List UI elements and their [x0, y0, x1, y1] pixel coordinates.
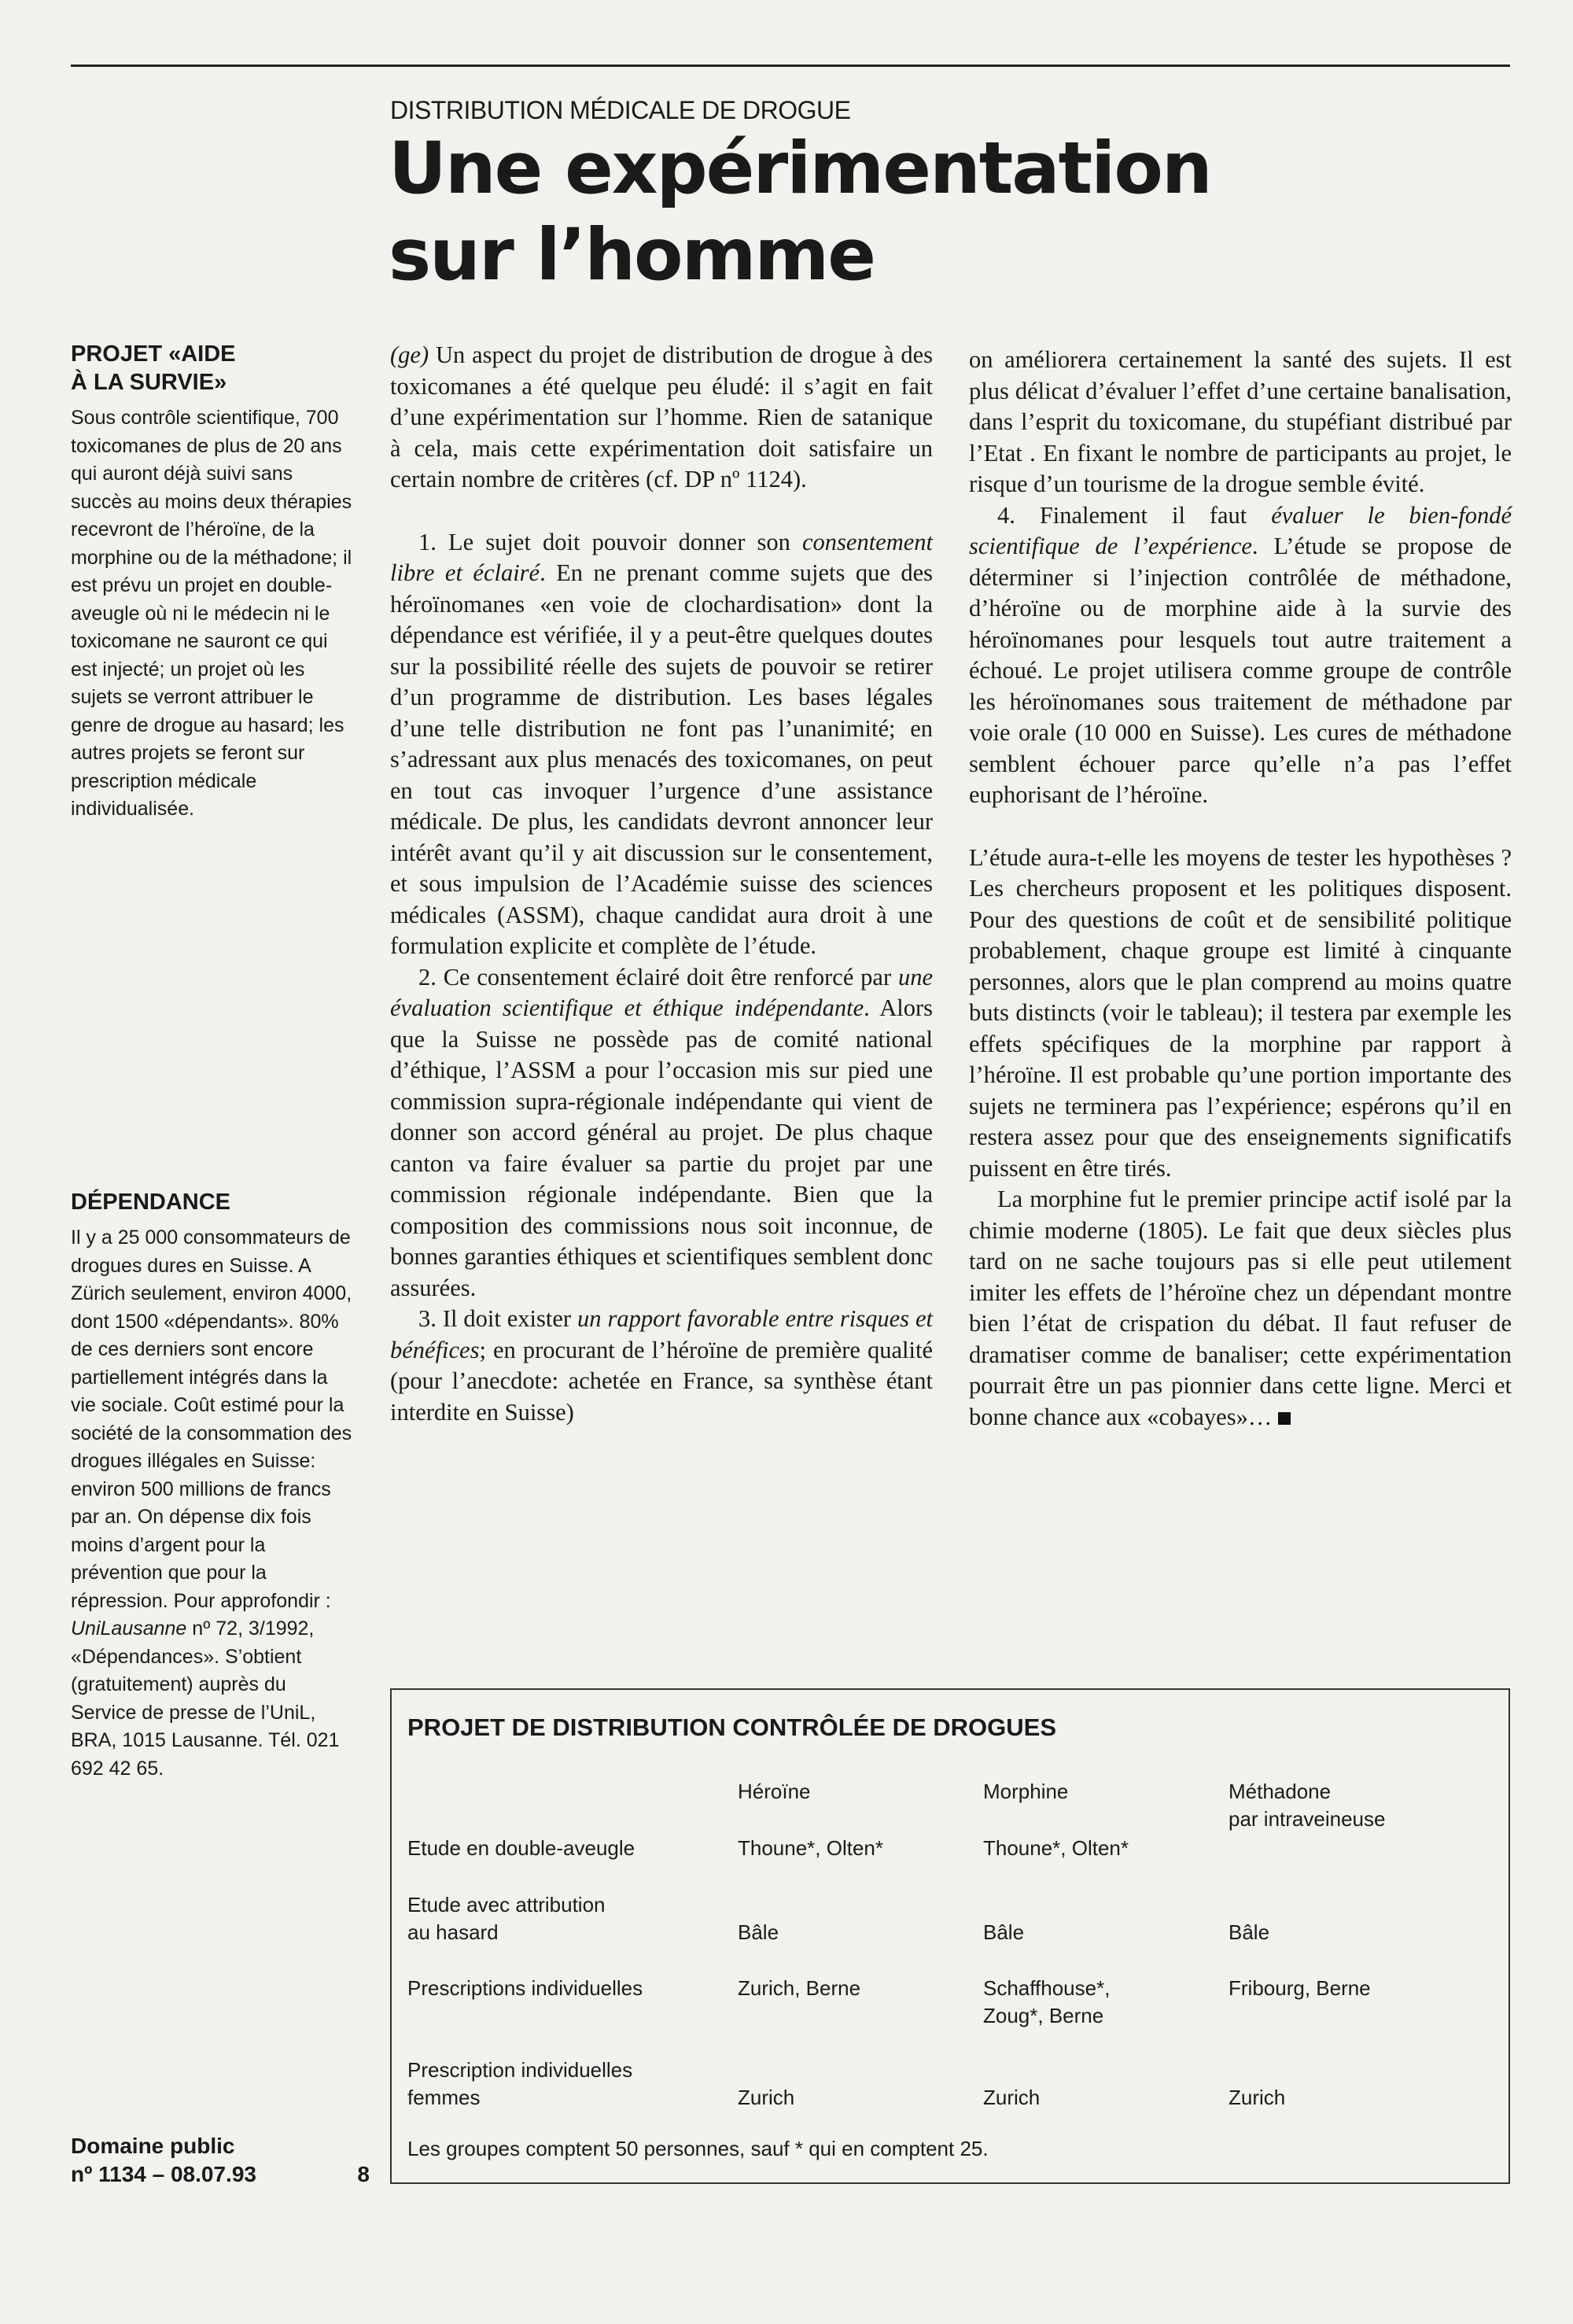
row-label: Etude en double-aveugle [407, 1836, 635, 1860]
table-cell: Bâle [738, 1920, 779, 1944]
table-cell: Schaffhouse*, Zoug*, Berne [983, 1976, 1111, 2027]
paragraph: 4. Finalement il faut évaluer le bien-fondé scientifique de l’expérience. L’étude se propose de déterminer si l’injection contrôlée de méthadone, d’héroïne ou de morphine aide à la survie des héroïnomanes pour lesquels tout autre traitement a échoué. Le projet utilisera comme groupe de contrôle les héroïnomanes sous traitement de méthadone par voie orale (10 000 en Suisse). Les cures de méthadone semblent échouer parce qu’elle n’a pas l’effet euphorisant de l’héroïne. [969, 501, 1512, 808]
distribution-table [390, 1688, 1510, 2184]
sidebar-heading: DÉPENDANCE [71, 1190, 231, 1215]
paragraph: 3. Il doit exister un rapport favorable entre risques et bénéfices; en procurant de l’héroïne de première qualité (pour l’anecdote: achetée en France, sa synthèse étant interdite en Suisse) [390, 1305, 933, 1426]
page-number: 8 [357, 2162, 370, 2186]
paragraph: on améliorera certainement la santé des sujets. Il est plus délicat d’évaluer l’effet d’une certaine banalisation, dans l’esprit du toxicomane, du stupéfiant distribué par l’Etat . En fixant le nombre de participants au projet, le risque d’un tourisme de la drogue semble évité. [969, 346, 1512, 497]
paragraph: 2. Ce consentement éclairé doit être renforcé par une évaluation scientifique et éthique indépendante. Alors que la Suisse ne possède pas de comité national d’éthique, l’ASSM a pour l’occasion mis sur pied une commission supra-régionale indépendante qui vient de donner son accord général au projet. De plus chaque canton va faire évaluer sa partie du projet par une commission régionale indépendante. Bien que la composition des commissions nous soit inconnue, de bonnes garanties éthiques et scientifiques semblent donc assurées. [390, 963, 933, 1301]
column-header-methadone: Méthadone par intraveineuse [1229, 1780, 1386, 1831]
page-footer [71, 2132, 370, 2189]
table-cell: Bâle [1229, 1920, 1270, 1944]
table-cell: Zurich [738, 2086, 795, 2109]
table-footnote: Les groupes comptent 50 personnes, sauf * qui en comptent 25. [407, 2137, 989, 2160]
article-column-1 [390, 340, 933, 1428]
table-cell: Zurich, Berne [738, 1976, 861, 2000]
sidebar-box-project [71, 340, 354, 824]
end-of-article-square-icon [1278, 1412, 1291, 1425]
paragraph: 1. Le sujet doit pouvoir donner son consentement libre et éclairé. En ne prenant comme sujets que des héroïnomanes «en voie de clochardisation» dont la dépendance est vérifiée, il y a peut-être quelques doutes sur la possibilité réelle des sujets de pouvoir se retirer d’un programme de distribution. Les bases légales d’une telle distribution ne font pas l’unanimité; en s’adressant aux plus menacés des toxicomanes, on peut en tout cas invoquer l’urgence d’une assistance médicale. De plus, les candidats devront annoncer leur intérêt avant qu’il y ait discussion sur le consentement, et sous impulsion de l’Académie suisse des sciences médicales (ASSM), chaque candidat aura droit à une formulation explicite et complète de l’étude. [390, 528, 933, 959]
table-cell: Thoune*, Olten* [983, 1836, 1129, 1860]
section-kicker: DISTRIBUTION MÉDICALE DE DROGUE [390, 96, 851, 124]
author-initials: (ge) [390, 341, 429, 368]
sidebar-box-dependance [71, 1188, 354, 1783]
publication-name: Domaine public [71, 2134, 235, 2158]
paragraph: (ge) Un aspect du projet de distribution de drogue à des toxicomanes a été quelque peu éludé: il s’agit en fait d’une expérimentation sur l’homme. Rien de satanique à cela, mais cette expérimentation doit satisfaire un certain nombre de critères (cf. DP nº 1124). [390, 341, 933, 492]
sidebar-text: Il y a 25 000 consommateurs de drogues dures en Suisse. A Zürich seulement, environ 4000, dont 1500 «dépendants». 80% de ces derniers sont encore partiellement intégrés dans la vie sociale. Coût estimé pour la société de la consommation des drogues illégales en Suisse: environ 500 millions de francs par an. On dépense dix fois moins d’argent pour la prévention que pour la répression. Pour approfondir : UniLausanne nº 72, 3/1992, «Dépendances». S’obtient (gratuitement) auprès du Service de presse de l’UniL, BRA, 1015 Lausanne. Tél. 021 692 42 65. [71, 1227, 352, 1780]
paragraph: La morphine fut le premier principe actif isolé par la chimie moderne (1805). Le fait que deux siècles plus tard on ne sache toujours pas si elle peut utilement imiter les effets de l’héroïne chez un dépendant montre bien l’état de crispation du débat. Il faut refuser de dramatiser comme de banaliser; cette expérimentation pourrait être un pas pionnier dans cette ligne. Merci et bonne chance aux «cobayes»… [969, 1186, 1512, 1430]
row-label: Prescriptions individuelles [407, 1976, 643, 2000]
table-cell: Zurich [983, 2086, 1041, 2109]
table-cell: Thoune*, Olten* [738, 1836, 884, 1860]
article-column-2 [969, 345, 1512, 1433]
issue-info: nº 1134 – 08.07.93 [71, 2162, 256, 2186]
title-line-2: sur l’homme [389, 214, 875, 297]
table-title: PROJET DE DISTRIBUTION CONTRÔLÉE DE DROGUES [407, 1713, 1057, 1741]
table-cell: Zurich [1229, 2086, 1286, 2109]
row-label: Etude avec attribution au hasard [407, 1893, 606, 1944]
table-cell: Bâle [983, 1920, 1025, 1944]
sidebar-heading: PROJET «AIDE À LA SURVIE» [71, 341, 236, 395]
paragraph: L’étude aura-t-elle les moyens de tester les hypothèses ? Les chercheurs proposent et les politiques disposent. Pour des questions de coût et de sensibilité politique probablement, chaque groupe est limité à cinquante personnes, alors que le plan comprend au moins quatre buts distincts (voir le tableau); il testera par exemple les effets spécifiques de la morphine par rapport à l’héroïne. Il est probable qu’une portion importante des sujets ne terminera pas l’expérience; espérons qu’il en restera assez pour que des enseignements significatifs puissent en être tirés. [969, 843, 1512, 1182]
row-label: Prescription individuelles femmes [407, 2058, 633, 2109]
table-cell: Fribourg, Berne [1229, 1976, 1371, 2000]
article-title [389, 126, 1332, 299]
title-line-1: Une expérimentation [389, 127, 1211, 210]
column-header-morphine: Morphine [983, 1780, 1069, 1803]
sidebar-text: Sous contrôle scientifique, 700 toxicomanes de plus de 20 ans qui auront déjà suivi sans succès au moins deux thérapies recevront de l’héroïne, de la morphine ou de la méthadone; il est prévu un projet en double-aveugle où ni le médecin ni le toxicomane ne sauront ce qui est injecté; un projet où les sujets se verront attribuer le genre de drogue au hasard; les autres projets se feront sur prescription médicale individualisée. [71, 407, 352, 820]
top-rule [71, 65, 1510, 67]
column-header-heroine: Héroïne [738, 1780, 811, 1803]
